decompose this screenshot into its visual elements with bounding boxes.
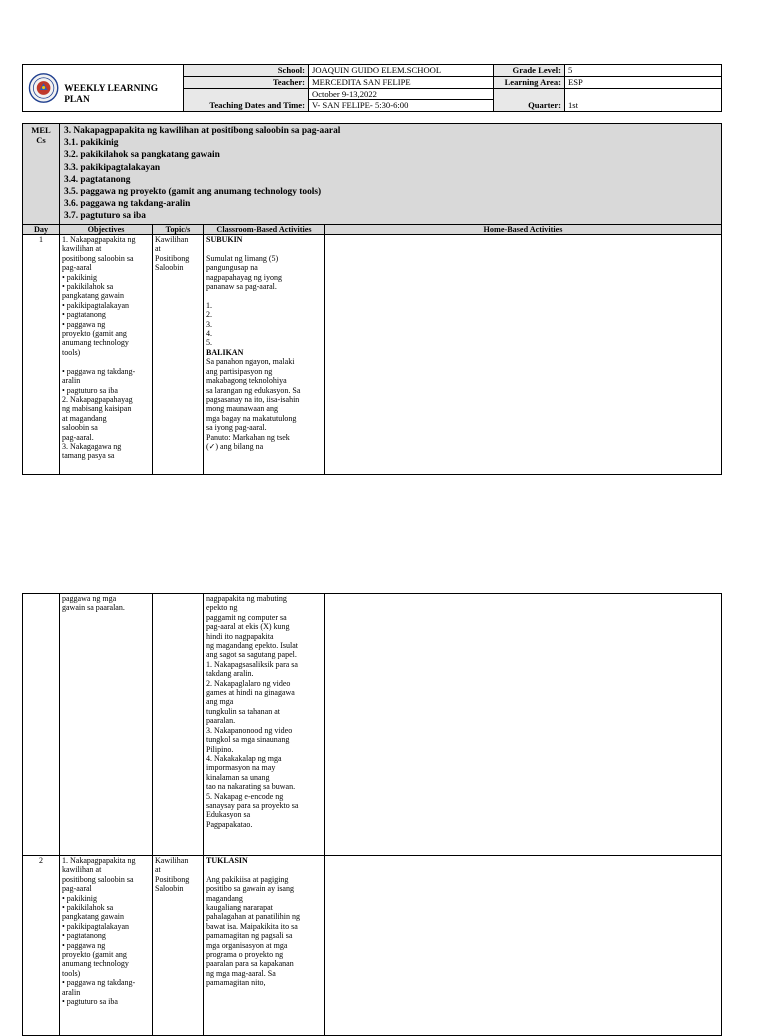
melc-item: 3.1. pakikinig <box>64 138 119 149</box>
section-text: Sa panahon ngayon, malaki ang partisipasyon ng makabagong teknolohiya sa larangan ng edukasyon. Sa pagsasanay na ito, iisa-isahin mong maunawaan ang mga bagay na makatutulong sa iyong pag-aaral. Panuto: Markahan ng tsek (✓) ang bilang na <box>206 357 301 451</box>
classroom-cell <box>204 235 325 475</box>
melc-list <box>60 124 722 225</box>
dates-value-cell <box>309 88 494 112</box>
dates-value-2: V- SAN FELIPE- 5:30-6:00 <box>312 100 409 111</box>
teacher-value: MERCEDITA SAN FELIPE <box>309 76 494 88</box>
plan-table-page1 <box>22 224 722 475</box>
plan-table-page2 <box>22 593 722 1036</box>
objectives-cell: 1. Nakapagpapakita ng kawilihan at positibong saloobin sa pag-aaral • pakikinig • pakikilahok sa pangkatang gawain • pakikipagtalakayan • pagtatanong • paggawa ng proyekto (gamit ang anumang technology tools) • paggawa ng takdang- aralin • pagtuturo sa iba 2. Nakapagpapahayag ng mabisang kaisipan at magandang saloobin sa pag-aaral. 3. Nakagagawa ng tamang pasya sa <box>60 235 153 475</box>
day-cell: 2 <box>23 856 60 1036</box>
school-value: JOAQUIN GUIDO ELEM.SCHOOL <box>309 65 494 77</box>
classroom-cell: nagpapakita ng mabuting epekto ng paggamit ng computer sa pag-aaral at ekis (X) kung hindi ito nagpapakita ng magandang epekto. Isulat ang sagot sa sagutang papel. 1. Nakapagsasaliksik para sa takdang aralin. 2. Nakapaglalaro ng video games at hindi na ginagawa ang mga tungkulin sa tahanan at paaralan. 3. Nakapanonood ng video tungkol sa mga sinaunang Pilipino. 4. Nakakakalap ng mga impormasyon na may kinalaman sa unang tao na nakarating sa buwan. 5. Nakapag e-encode ng sanaysay para sa proyekto sa Edukasyon sa Pagpapakatao. <box>204 594 325 856</box>
melc-label: MEL Cs <box>23 124 60 225</box>
header-title-cell <box>23 65 184 112</box>
melc-item: 3.2. pakikilahok sa pangkatang gawain <box>64 150 220 161</box>
grade-value: 5 <box>565 65 722 77</box>
col-day: Day <box>23 225 60 235</box>
topic-cell: Kawilihan at Positibong Saloobin <box>153 235 204 475</box>
melc-item: 3.7. pagtuturo sa iba <box>64 211 146 222</box>
day-cell <box>23 594 60 856</box>
home-cell <box>325 856 722 1036</box>
melc-item: 3.6. paggawa ng takdang-aralin <box>64 199 191 210</box>
col-topic: Topic/s <box>153 225 204 235</box>
table-row <box>23 856 722 1036</box>
school-label: School: <box>184 65 309 77</box>
col-objectives: Objectives <box>60 225 153 235</box>
classroom-cell <box>204 856 325 1036</box>
grade-label: Grade Level: <box>494 65 565 77</box>
area-label: Learning Area: <box>494 76 565 88</box>
quarter-value: 1st <box>565 88 722 112</box>
col-home: Home-Based Activities <box>325 225 722 235</box>
dates-label: Teaching Dates and Time: <box>184 88 309 112</box>
home-cell <box>325 594 722 856</box>
objectives-cell: paggawa ng mga gawain sa paaralan. <box>60 594 153 856</box>
objectives-cell: 1. Nakapagpapakita ng kawilihan at positibong saloobin sa pag-aaral • pakikinig • pakikilahok sa pangkatang gawain • pakikipagtalakayan • pagtatanong • paggawa ng proyekto (gamit ang anumang technology tools) • paggawa ng takdang- aralin • pagtuturo sa iba <box>60 856 153 1036</box>
quarter-label: Quarter: <box>494 88 565 112</box>
section-heading: SUBUKIN <box>206 235 243 244</box>
table-row <box>23 594 722 856</box>
column-header-row <box>23 225 722 235</box>
section-text: Sumulat ng limang (5) pangungusap na nagpapahayag ng iyong pananaw sa pag-aaral. 1. 2. 3. 4. 5. <box>206 253 282 348</box>
melc-item: 3. Nakapagpapakita ng kawilihan at positibong saloobin sa pag-aaral <box>64 126 341 136</box>
day-cell: 1 <box>23 235 60 475</box>
teacher-label: Teacher: <box>184 76 309 88</box>
melc-item: 3.3. pakikipagtalakayan <box>64 162 161 173</box>
section-text: Ang pakikiisa at pagiging positibo sa gawain ay isang magandang kaugaliang nararapat pahalagahan at panatilihin ng bawat isa. Maipakikita ito sa pamamagitan ng pagsali sa mga organisasyon at mga programa o proyekto ng paaralan para sa kapakanan ng mga mag-aaral. Sa pamamagitan nito, <box>206 874 300 988</box>
plan-title: WEEKLY LEARNING PLAN <box>64 84 159 106</box>
topic-cell <box>153 594 204 856</box>
area-value: ESP <box>565 76 722 88</box>
dates-value-1: October 9-13,2022 <box>309 89 493 101</box>
home-cell <box>325 235 722 475</box>
table-row <box>23 235 722 475</box>
header-table <box>22 64 722 112</box>
deped-seal-icon <box>27 72 60 104</box>
topic-cell: Kawilihan at Positibong Saloobin <box>153 856 204 1036</box>
melc-item: 3.5. paggawa ng proyekto (gamit ang anumang technology tools) <box>64 187 322 198</box>
melc-item: 3.4. pagtatanong <box>64 174 131 185</box>
col-classroom: Classroom-Based Activities <box>204 225 325 235</box>
section-heading: TUKLASIN <box>206 856 248 865</box>
melc-table <box>22 123 722 225</box>
section-heading: BALIKAN <box>206 347 244 357</box>
